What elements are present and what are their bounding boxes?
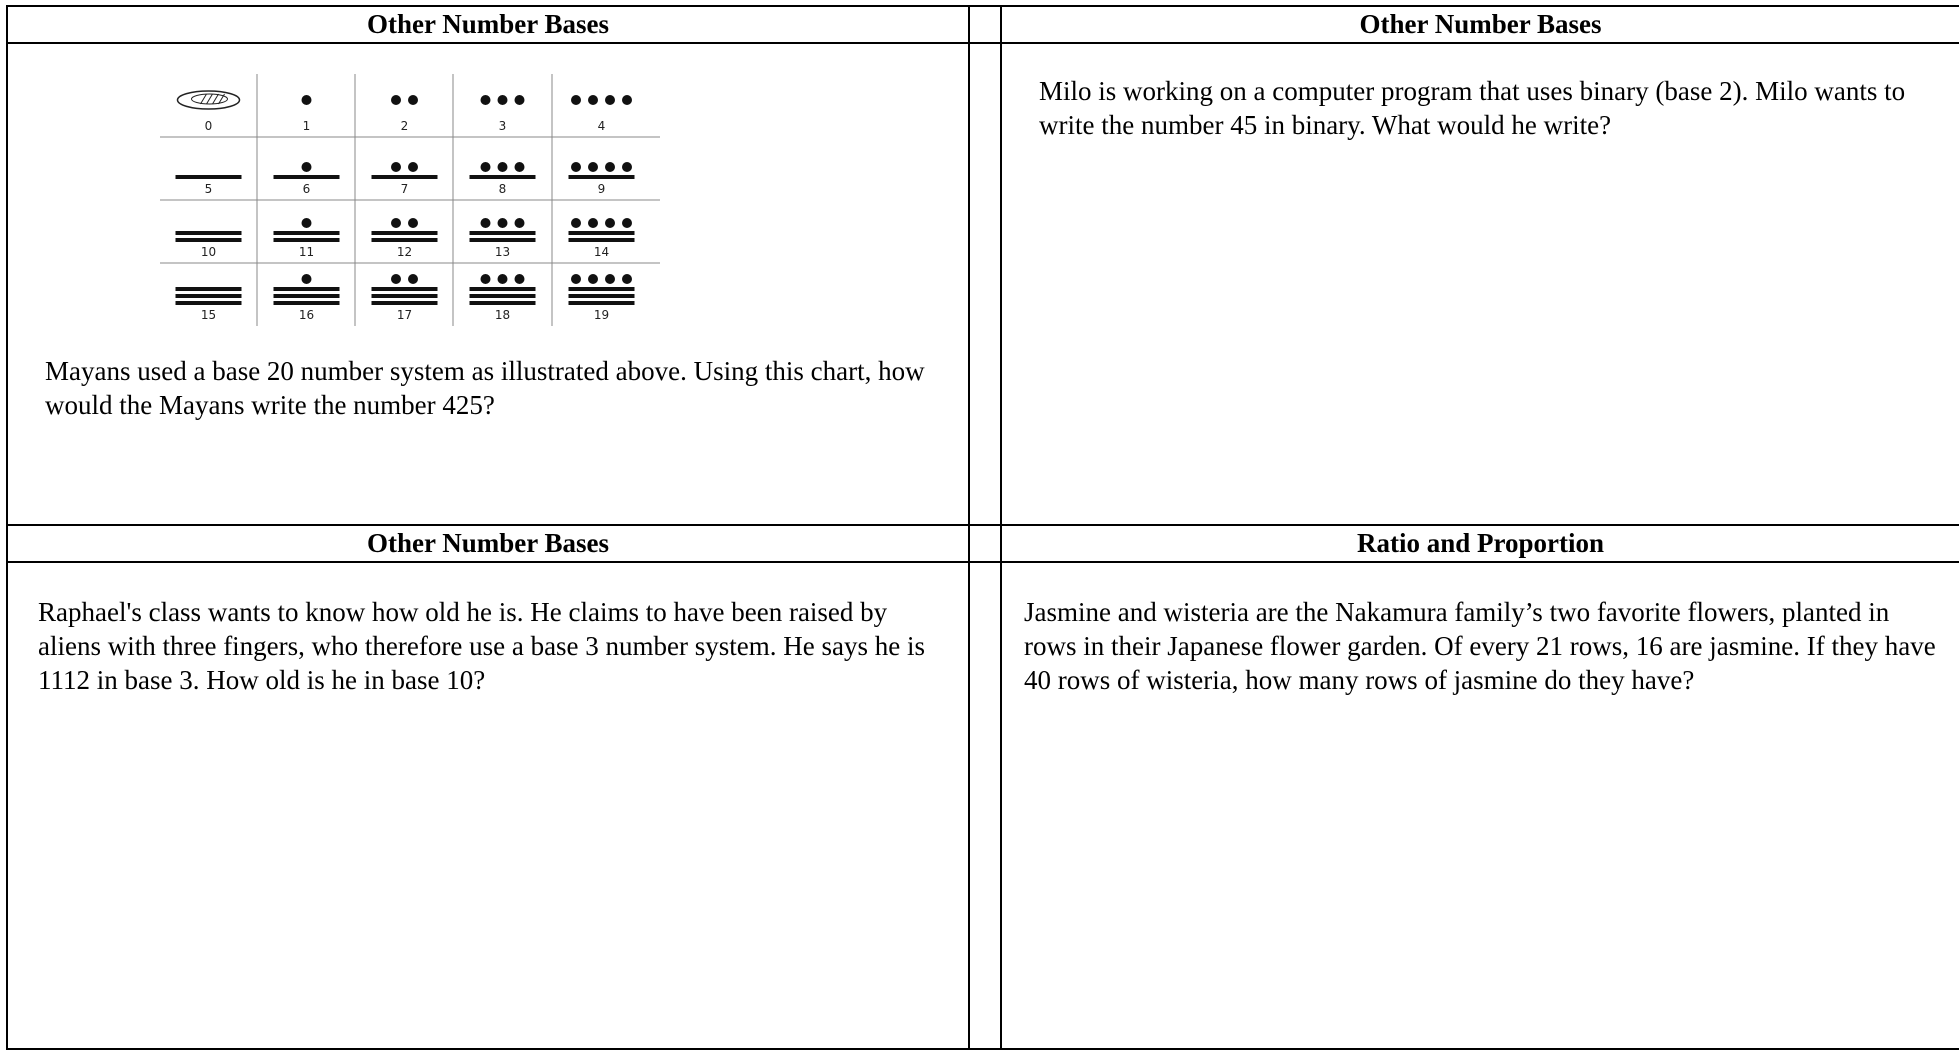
mayan-dot — [408, 162, 418, 172]
mayan-glyph-19 — [553, 263, 650, 307]
mayan-dot — [605, 218, 615, 228]
mayan-numeral-15 — [160, 263, 257, 325]
mayan-numeral-2 — [356, 74, 453, 136]
mayan-bar — [176, 287, 242, 291]
mayan-dot — [622, 95, 632, 105]
question-grid — [6, 5, 1959, 1050]
mayan-glyph-15 — [160, 263, 257, 307]
mayan-dot — [408, 274, 418, 284]
mayan-bar — [176, 238, 242, 242]
mayan-dot — [605, 274, 615, 284]
mayan-dot — [498, 274, 508, 284]
mayan-numeral-18 — [454, 263, 551, 325]
heading-top-right: Other Number Bases — [1001, 6, 1959, 43]
mayan-glyph-17 — [356, 263, 453, 307]
mayan-bar — [569, 238, 635, 242]
mayan-numeral-16 — [258, 263, 355, 325]
mayan-bar — [569, 294, 635, 298]
mayan-bar — [176, 301, 242, 305]
cell-ratio-question — [1001, 562, 1959, 1049]
mayan-dot — [391, 95, 401, 105]
mayan-numeral-chart — [160, 74, 660, 326]
mayan-glyph-9 — [553, 137, 650, 181]
gutter — [969, 562, 1001, 1049]
mayan-numeral-13 — [454, 200, 551, 262]
mayan-numeral-label: 5 — [204, 182, 213, 196]
mayan-bar — [470, 294, 536, 298]
mayan-glyph-7 — [356, 137, 453, 181]
gutter — [969, 6, 1001, 43]
mayan-numeral-label: 17 — [396, 308, 413, 322]
mayan-dot — [408, 218, 418, 228]
mayan-dot — [571, 95, 581, 105]
mayan-numeral-19 — [553, 263, 650, 325]
mayan-glyph-10 — [160, 200, 257, 244]
question-text-binary: Milo is working on a computer program that uses binary (base 2). Milo wants to write the number 45 in binary. What would he write? — [1039, 76, 1906, 140]
mayan-dot — [481, 218, 491, 228]
mayan-numeral-10 — [160, 200, 257, 262]
mayan-dot — [481, 95, 491, 105]
mayan-bar — [470, 301, 536, 305]
cell-base3-question — [7, 562, 969, 1049]
mayan-numeral-label: 12 — [396, 245, 413, 259]
mayan-bar — [372, 287, 438, 291]
mayan-glyph-5 — [160, 137, 257, 181]
mayan-dot — [588, 274, 598, 284]
mayan-dot — [622, 162, 632, 172]
mayan-dot — [571, 274, 581, 284]
mayan-dot — [571, 218, 581, 228]
mayan-dot — [515, 218, 525, 228]
mayan-numeral-14 — [553, 200, 650, 262]
mayan-numeral-4 — [553, 74, 650, 136]
mayan-bar — [569, 287, 635, 291]
mayan-bar — [569, 301, 635, 305]
mayan-bar — [176, 231, 242, 235]
mayan-dot — [391, 274, 401, 284]
mayan-glyph-2 — [356, 74, 453, 118]
mayan-dot — [588, 218, 598, 228]
mayan-glyph-6 — [258, 137, 355, 181]
mayan-bar — [470, 238, 536, 242]
mayan-bar — [372, 294, 438, 298]
heading-bottom-right: Ratio and Proportion — [1001, 525, 1959, 562]
mayan-bar — [176, 294, 242, 298]
mayan-dot — [515, 95, 525, 105]
mayan-glyph-16 — [258, 263, 355, 307]
mayan-glyph-13 — [454, 200, 551, 244]
question-text-base3: Raphael's class wants to know how old he is. He claims to have been raised by aliens with three fingers, who therefore use a base 3 number system. He says he is 1112 in base 3. How old is he in base 10? — [38, 597, 925, 695]
mayan-dot — [498, 218, 508, 228]
mayan-glyph-18 — [454, 263, 551, 307]
mayan-bar — [372, 301, 438, 305]
mayan-numeral-label: 7 — [400, 182, 409, 196]
mayan-bar — [372, 231, 438, 235]
mayan-dot — [622, 218, 632, 228]
mayan-dot — [391, 218, 401, 228]
heading-bottom-left: Other Number Bases — [7, 525, 969, 562]
mayan-numeral-label: 4 — [597, 119, 606, 133]
mayan-numeral-17 — [356, 263, 453, 325]
question-text-mayan: Mayans used a base 20 number system as illustrated above. Using this chart, how would the Mayans write the number 425? — [45, 356, 925, 420]
mayan-dot — [481, 274, 491, 284]
mayan-bar — [274, 301, 340, 305]
mayan-numeral-label: 1 — [302, 119, 311, 133]
mayan-glyph-0 — [160, 74, 257, 118]
mayan-numeral-label: 6 — [302, 182, 311, 196]
mayan-numeral-label: 11 — [298, 245, 315, 259]
mayan-numeral-label: 8 — [498, 182, 507, 196]
mayan-numeral-label: 14 — [593, 245, 610, 259]
mayan-glyph-1 — [258, 74, 355, 118]
mayan-numeral-label: 15 — [200, 308, 217, 322]
mayan-bar — [569, 231, 635, 235]
mayan-dot — [498, 95, 508, 105]
gutter — [969, 525, 1001, 562]
mayan-numeral-label: 19 — [593, 308, 610, 322]
mayan-glyph-8 — [454, 137, 551, 181]
mayan-dot — [515, 162, 525, 172]
mayan-numeral-label: 10 — [200, 245, 217, 259]
mayan-dot — [408, 95, 418, 105]
mayan-dot — [571, 162, 581, 172]
mayan-bar — [470, 287, 536, 291]
gutter — [969, 43, 1001, 525]
mayan-numeral-8 — [454, 137, 551, 199]
mayan-numeral-1 — [258, 74, 355, 136]
mayan-dot — [622, 274, 632, 284]
mayan-bar — [470, 231, 536, 235]
mayan-bar — [372, 238, 438, 242]
mayan-bar — [274, 294, 340, 298]
shell-stripe — [201, 94, 207, 104]
mayan-numeral-7 — [356, 137, 453, 199]
mayan-glyph-12 — [356, 200, 453, 244]
mayan-dot — [588, 162, 598, 172]
mayan-bar — [470, 175, 536, 179]
mayan-dot — [302, 95, 312, 105]
mayan-glyph-4 — [553, 74, 650, 118]
mayan-dot — [302, 218, 312, 228]
mayan-numeral-12 — [356, 200, 453, 262]
mayan-numeral-label: 0 — [204, 119, 213, 133]
mayan-numeral-0 — [160, 74, 257, 136]
cell-mayan-question — [7, 43, 969, 525]
mayan-numeral-11 — [258, 200, 355, 262]
mayan-glyph-3 — [454, 74, 551, 118]
mayan-numeral-label: 3 — [498, 119, 507, 133]
mayan-numeral-3 — [454, 74, 551, 136]
mayan-glyph-14 — [553, 200, 650, 244]
mayan-bar — [274, 238, 340, 242]
mayan-dot — [588, 95, 598, 105]
mayan-glyph-11 — [258, 200, 355, 244]
question-text-ratio: Jasmine and wisteria are the Nakamura family’s two favorite flowers, planted in rows in their Japanese flower garden. Of every 21 rows, 16 are jasmine. If they have 40 rows of wisteria, how many rows of jasmine do they have? — [1024, 597, 1936, 695]
shell-stripe — [207, 94, 213, 104]
mayan-bar — [176, 175, 242, 179]
mayan-numeral-6 — [258, 137, 355, 199]
mayan-numeral-label: 2 — [400, 119, 409, 133]
mayan-bar — [274, 287, 340, 291]
shell-stripe — [213, 94, 219, 104]
mayan-dot — [605, 95, 615, 105]
mayan-dot — [498, 162, 508, 172]
mayan-numeral-label: 18 — [494, 308, 511, 322]
mayan-dot — [302, 162, 312, 172]
mayan-dot — [515, 274, 525, 284]
mayan-dot — [391, 162, 401, 172]
mayan-dot — [481, 162, 491, 172]
mayan-numeral-9 — [553, 137, 650, 199]
cell-binary-question — [1001, 43, 1959, 525]
mayan-numeral-5 — [160, 137, 257, 199]
mayan-bar — [372, 175, 438, 179]
mayan-dot — [302, 274, 312, 284]
heading-top-left: Other Number Bases — [7, 6, 969, 43]
mayan-numeral-label: 16 — [298, 308, 315, 322]
mayan-numeral-label: 13 — [494, 245, 511, 259]
mayan-bar — [274, 231, 340, 235]
mayan-bar — [569, 175, 635, 179]
mayan-dot — [605, 162, 615, 172]
mayan-numeral-label: 9 — [597, 182, 606, 196]
mayan-bar — [274, 175, 340, 179]
